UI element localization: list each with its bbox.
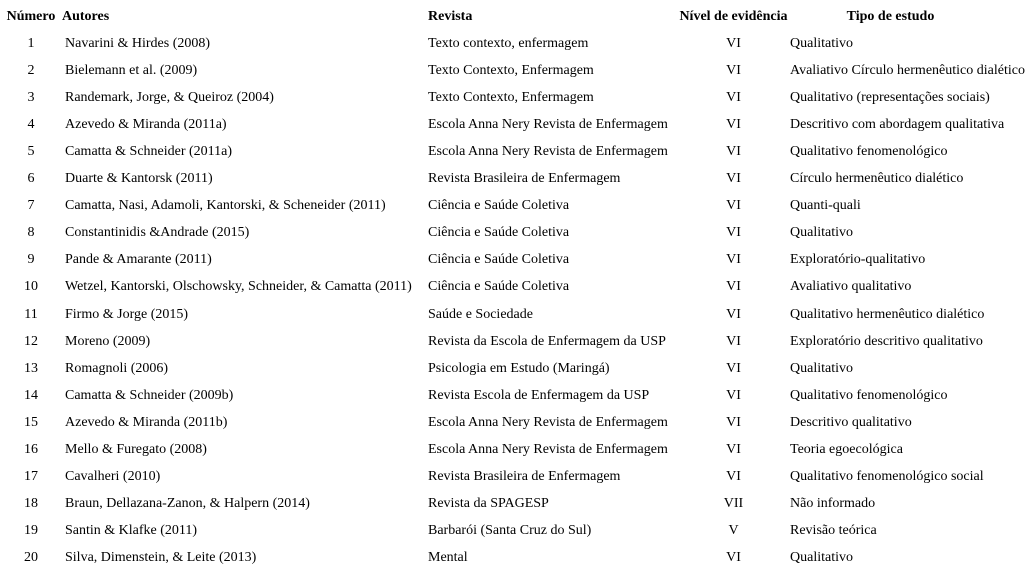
tipo-de-estudo-cell: Quanti-quali [790, 199, 861, 214]
nivel-de-evidencia-cell: VI [726, 470, 741, 485]
table-row [0, 57, 1031, 84]
tipo-de-estudo-cell: Qualitativo [790, 226, 853, 241]
table-row [0, 545, 1031, 572]
nivel-de-evidencia-cell: V [728, 524, 739, 539]
numero-cell: 6 [27, 172, 35, 187]
tipo-de-estudo-cell: Exploratório-qualitativo [790, 253, 926, 268]
tipo-de-estudo-cell: Qualitativo [790, 551, 853, 566]
column-header-numero: Número [6, 9, 56, 24]
revista-cell: Revista da Escola de Enfermagem da USP [428, 334, 666, 349]
table-row [0, 220, 1031, 247]
table-row [0, 138, 1031, 165]
table-row [0, 409, 1031, 436]
revista-cell: Revista Brasileira de Enfermagem [428, 172, 621, 187]
autores-cell: Azevedo & Miranda (2011a) [65, 117, 227, 132]
autores-cell: Navarini & Hirdes (2008) [65, 36, 211, 51]
autores-cell: Moreno (2009) [65, 334, 151, 349]
column-header-autores: Autores [62, 9, 110, 24]
nivel-de-evidencia-cell: VI [726, 307, 741, 322]
revista-cell: Texto contexto, enfermagem [428, 36, 589, 51]
table-row [0, 491, 1031, 518]
numero-cell: 4 [27, 117, 35, 132]
revista-cell: Escola Anna Nery Revista de Enfermagem [428, 415, 668, 430]
table-row [0, 328, 1031, 355]
revista-cell: Escola Anna Nery Revista de Enfermagem [428, 145, 668, 160]
numero-cell: 13 [24, 361, 38, 376]
table-row [0, 355, 1031, 382]
nivel-de-evidencia-cell: VI [726, 334, 741, 349]
autores-cell: Camatta, Nasi, Adamoli, Kantorski, & Scheneider (2011) [65, 199, 386, 214]
revista-cell: Texto Contexto, Enfermagem [428, 63, 594, 78]
tipo-de-estudo-cell: Círculo hermenêutico dialético [790, 172, 964, 187]
autores-cell: Romagnoli (2006) [65, 361, 169, 376]
revista-cell: Escola Anna Nery Revista de Enfermagem [428, 443, 668, 458]
numero-cell: 17 [24, 470, 38, 485]
autores-cell: Bielemann et al. (2009) [65, 63, 198, 78]
nivel-de-evidencia-cell: VI [726, 361, 741, 376]
numero-cell: 15 [24, 415, 38, 430]
autores-cell: Constantinidis &Andrade (2015) [65, 226, 250, 241]
nivel-de-evidencia-cell: VI [726, 551, 741, 566]
table-header-row [0, 3, 1031, 30]
numero-cell: 5 [27, 145, 35, 160]
nivel-de-evidencia-cell: VI [726, 388, 741, 403]
revista-cell: Ciência e Saúde Coletiva [428, 199, 570, 214]
autores-cell: Mello & Furegato (2008) [65, 443, 207, 458]
numero-cell: 14 [24, 388, 38, 403]
tipo-de-estudo-cell: Revisão teórica [790, 524, 877, 539]
numero-cell: 3 [27, 90, 35, 105]
revista-cell: Barbarói (Santa Cruz do Sul) [428, 524, 592, 539]
revista-cell: Ciência e Saúde Coletiva [428, 280, 570, 295]
table-row [0, 518, 1031, 545]
autores-cell: Braun, Dellazana-Zanon, & Halpern (2014) [65, 497, 310, 512]
tipo-de-estudo-cell: Qualitativo (representações sociais) [790, 90, 990, 105]
numero-cell: 10 [24, 280, 38, 295]
column-header-nivel-de-evidencia: Nível de evidência [679, 9, 788, 24]
nivel-de-evidencia-cell: VI [726, 63, 741, 78]
autores-cell: Pande & Amarante (2011) [65, 253, 212, 268]
revista-cell: Revista Brasileira de Enfermagem [428, 470, 621, 485]
nivel-de-evidencia-cell: VI [726, 443, 741, 458]
revista-cell: Ciência e Saúde Coletiva [428, 253, 570, 268]
revista-cell: Psicologia em Estudo (Maringá) [428, 361, 610, 376]
table-row [0, 382, 1031, 409]
numero-cell: 11 [24, 307, 38, 322]
tipo-de-estudo-cell: Qualitativo hermenêutico dialético [790, 307, 985, 322]
table-row [0, 437, 1031, 464]
table-row [0, 193, 1031, 220]
autores-cell: Wetzel, Kantorski, Olschowsky, Schneider, & Camatta (2011) [65, 280, 412, 295]
tipo-de-estudo-cell: Avaliativo Círculo hermenêutico dialético [790, 63, 1025, 78]
autores-cell: Azevedo & Miranda (2011b) [65, 415, 228, 430]
tipo-de-estudo-cell: Descritivo qualitativo [790, 415, 912, 430]
nivel-de-evidencia-cell: VI [726, 253, 741, 268]
autores-cell: Firmo & Jorge (2015) [65, 307, 189, 322]
nivel-de-evidencia-cell: VI [726, 415, 741, 430]
revista-cell: Revista Escola de Enfermagem da USP [428, 388, 650, 403]
revista-cell: Escola Anna Nery Revista de Enfermagem [428, 117, 668, 132]
tipo-de-estudo-cell: Qualitativo fenomenológico [790, 145, 948, 160]
tipo-de-estudo-cell: Qualitativo [790, 361, 853, 376]
table-row [0, 301, 1031, 328]
tipo-de-estudo-cell: Exploratório descritivo qualitativo [790, 334, 983, 349]
autores-cell: Camatta & Schneider (2009b) [65, 388, 234, 403]
autores-cell: Cavalheri (2010) [65, 470, 161, 485]
table-body [0, 30, 1031, 572]
numero-cell: 20 [24, 551, 38, 566]
table-row [0, 247, 1031, 274]
table-row [0, 464, 1031, 491]
tipo-de-estudo-cell: Qualitativo [790, 36, 853, 51]
numero-cell: 2 [27, 63, 35, 78]
table-row [0, 111, 1031, 138]
revista-cell: Revista da SPAGESP [428, 497, 549, 512]
revista-cell: Saúde e Sociedade [428, 307, 533, 322]
revista-cell: Texto Contexto, Enfermagem [428, 90, 594, 105]
column-header-revista: Revista [428, 9, 473, 24]
nivel-de-evidencia-cell: VI [726, 226, 741, 241]
autores-cell: Santin & Klafke (2011) [65, 524, 198, 539]
tipo-de-estudo-cell: Qualitativo fenomenológico [790, 388, 948, 403]
nivel-de-evidencia-cell: VI [726, 117, 741, 132]
numero-cell: 8 [27, 226, 35, 241]
numero-cell: 1 [27, 36, 35, 51]
nivel-de-evidencia-cell: VI [726, 172, 741, 187]
nivel-de-evidencia-cell: VI [726, 36, 741, 51]
numero-cell: 7 [27, 199, 35, 214]
nivel-de-evidencia-cell: VI [726, 90, 741, 105]
numero-cell: 19 [24, 524, 38, 539]
autores-cell: Randemark, Jorge, & Queiroz (2004) [65, 90, 274, 105]
tipo-de-estudo-cell: Teoria egoecológica [790, 443, 903, 458]
table-row [0, 274, 1031, 301]
tipo-de-estudo-cell: Não informado [790, 497, 876, 512]
nivel-de-evidencia-cell: VI [726, 199, 741, 214]
table-row [0, 84, 1031, 111]
table-row [0, 166, 1031, 193]
numero-cell: 12 [24, 334, 38, 349]
tipo-de-estudo-cell: Qualitativo fenomenológico social [790, 470, 984, 485]
nivel-de-evidencia-cell: VII [723, 497, 744, 512]
table-row [0, 30, 1031, 57]
tipo-de-estudo-cell: Avaliativo qualitativo [790, 280, 912, 295]
autores-cell: Camatta & Schneider (2011a) [65, 145, 233, 160]
revista-cell: Ciência e Saúde Coletiva [428, 226, 570, 241]
numero-cell: 9 [27, 253, 35, 268]
tipo-de-estudo-cell: Descritivo com abordagem qualitativa [790, 117, 1005, 132]
numero-cell: 18 [24, 497, 38, 512]
autores-cell: Silva, Dimenstein, & Leite (2013) [65, 551, 257, 566]
numero-cell: 16 [24, 443, 38, 458]
nivel-de-evidencia-cell: VI [726, 280, 741, 295]
revista-cell: Mental [428, 551, 468, 566]
autores-cell: Duarte & Kantorsk (2011) [65, 172, 213, 187]
column-header-tipo-de-estudo: Tipo de estudo [846, 9, 935, 24]
nivel-de-evidencia-cell: VI [726, 145, 741, 160]
